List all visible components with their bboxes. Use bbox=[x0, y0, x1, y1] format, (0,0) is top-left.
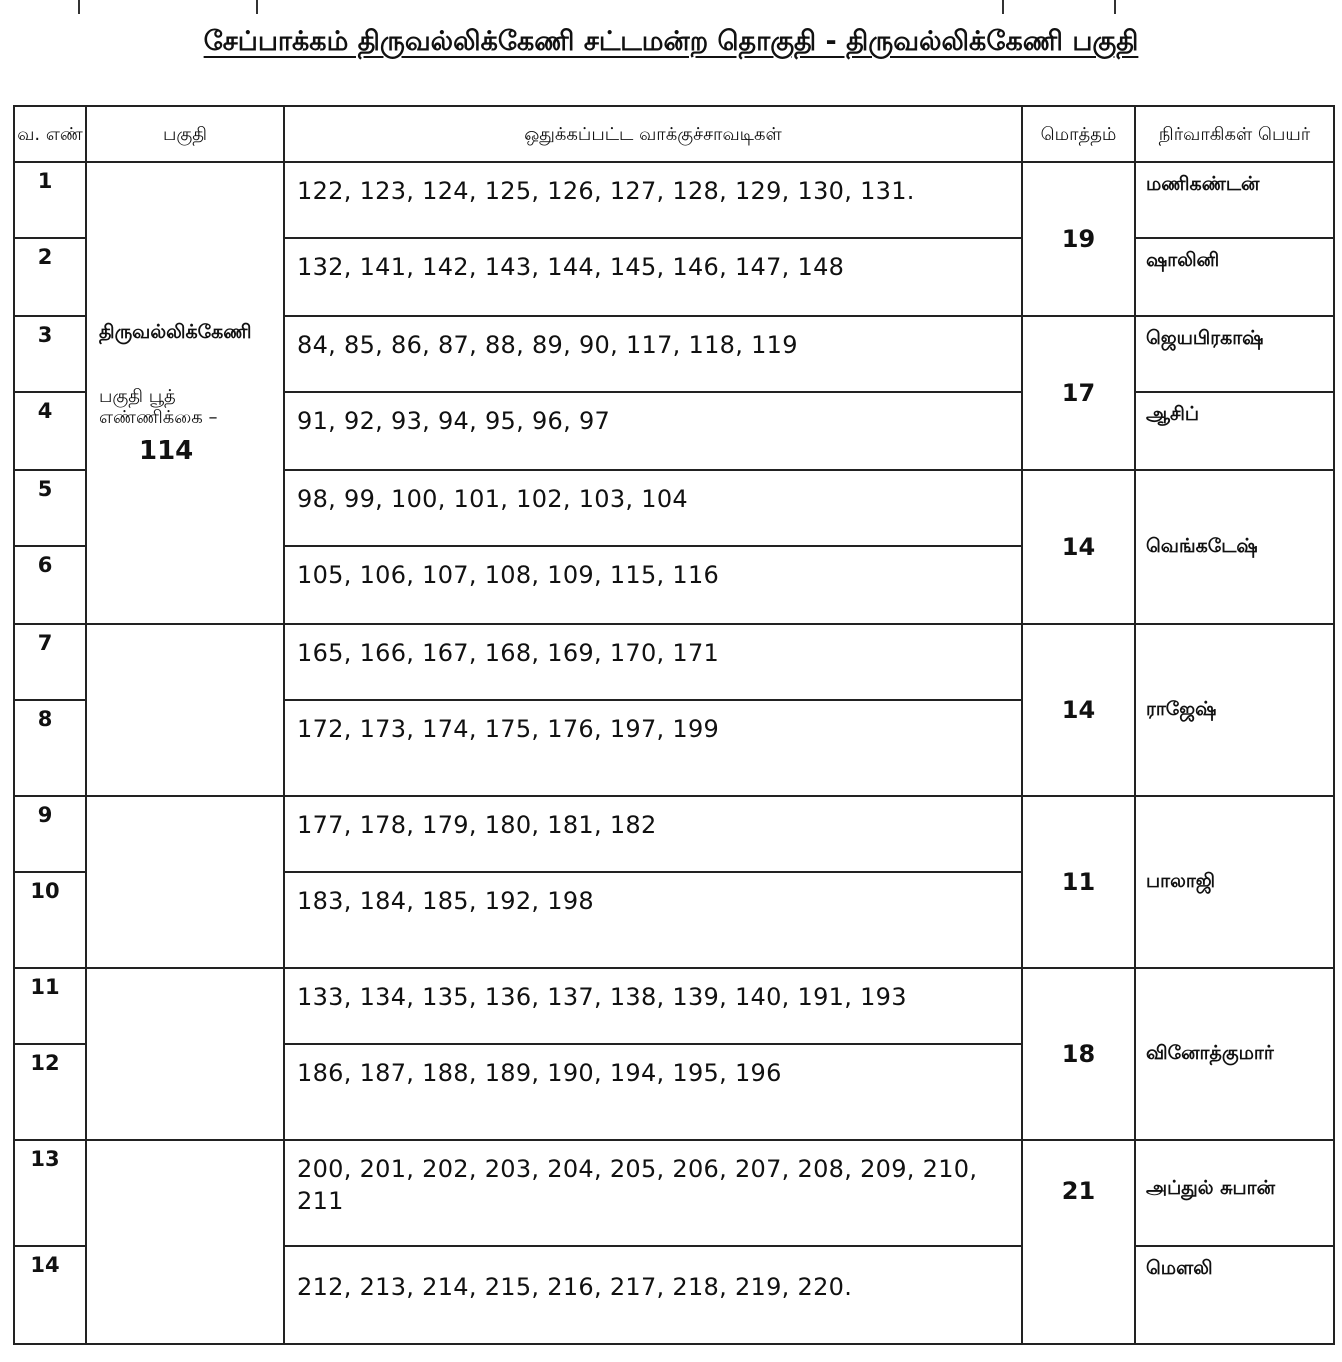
row-sno: 13 bbox=[14, 1140, 86, 1246]
area-label: பகுதி பூத் எண்ணிக்கை – bbox=[99, 385, 218, 428]
group-total: 14 bbox=[1022, 470, 1135, 624]
row-booths: 186, 187, 188, 189, 190, 194, 195, 196 bbox=[284, 1044, 1022, 1140]
header-sno: வ. எண் bbox=[14, 106, 86, 162]
row-sno: 6 bbox=[14, 546, 86, 624]
edge-tick bbox=[78, 0, 80, 14]
row-sno: 7 bbox=[14, 624, 86, 700]
page-title-text: சேப்பாக்கம் திருவல்லிக்கேணி சட்டமன்ற தொகுதி - திருவல்லிக்கேணி பகுதி bbox=[203, 26, 1139, 57]
area-cell bbox=[86, 162, 284, 624]
row-booths: 91, 92, 93, 94, 95, 96, 97 bbox=[284, 392, 1022, 470]
group-total: 11 bbox=[1022, 796, 1135, 968]
table-row bbox=[14, 162, 1334, 238]
row-sno: 2 bbox=[14, 238, 86, 316]
admin-name: ஷாலினி bbox=[1135, 238, 1334, 316]
admin-name: பாலாஜி bbox=[1135, 796, 1334, 968]
header-name: நிர்வாகிகள் பெயர் bbox=[1135, 106, 1334, 162]
table-row bbox=[14, 624, 1334, 700]
header-row bbox=[14, 106, 1334, 162]
row-sno: 9 bbox=[14, 796, 86, 872]
admin-name: ஜெயபிரகாஷ் bbox=[1135, 316, 1334, 392]
row-sno: 11 bbox=[14, 968, 86, 1044]
row-sno: 3 bbox=[14, 316, 86, 392]
area-empty-cell bbox=[86, 1140, 284, 1344]
edge-tick bbox=[256, 0, 258, 14]
header-area: பகுதி bbox=[86, 106, 284, 162]
group-total: 17 bbox=[1022, 316, 1135, 470]
table-row bbox=[14, 1140, 1334, 1246]
row-sno: 14 bbox=[14, 1246, 86, 1344]
group-total: 21 bbox=[1022, 1140, 1135, 1344]
row-booths: 84, 85, 86, 87, 88, 89, 90, 117, 118, 119 bbox=[284, 316, 1022, 392]
row-booths: 183, 184, 185, 192, 198 bbox=[284, 872, 1022, 968]
admin-name: ஆசிப் bbox=[1135, 392, 1334, 470]
page-title bbox=[0, 26, 1342, 61]
row-booths: 177, 178, 179, 180, 181, 182 bbox=[284, 796, 1022, 872]
row-booths: 200, 201, 202, 203, 204, 205, 206, 207, 208, 209, 210, 211 bbox=[284, 1140, 1022, 1246]
header-total: மொத்தம் bbox=[1022, 106, 1135, 162]
row-booths: 165, 166, 167, 168, 169, 170, 171 bbox=[284, 624, 1022, 700]
area-empty-cell bbox=[86, 624, 284, 796]
row-booths: 105, 106, 107, 108, 109, 115, 116 bbox=[284, 546, 1022, 624]
row-booths: 98, 99, 100, 101, 102, 103, 104 bbox=[284, 470, 1022, 546]
row-sno: 10 bbox=[14, 872, 86, 968]
booth-allocation-table bbox=[13, 105, 1335, 1345]
area-name: திருவல்லிக்கேணி bbox=[99, 320, 252, 343]
admin-name: மௌலி bbox=[1135, 1246, 1334, 1344]
area-booth-count: 114 bbox=[139, 435, 194, 466]
header-booths: ஒதுக்கப்பட்ட வாக்குச்சாவடிகள் bbox=[284, 106, 1022, 162]
row-sno: 8 bbox=[14, 700, 86, 796]
table-row bbox=[14, 968, 1334, 1044]
row-booths: 133, 134, 135, 136, 137, 138, 139, 140, 191, 193 bbox=[284, 968, 1022, 1044]
group-total: 18 bbox=[1022, 968, 1135, 1140]
area-empty-cell bbox=[86, 796, 284, 968]
row-sno: 12 bbox=[14, 1044, 86, 1140]
row-sno: 5 bbox=[14, 470, 86, 546]
admin-name: மணிகண்டன் bbox=[1135, 162, 1334, 238]
row-sno: 4 bbox=[14, 392, 86, 470]
admin-name: ராஜேஷ் bbox=[1135, 624, 1334, 796]
row-sno: 1 bbox=[14, 162, 86, 238]
row-booths: 212, 213, 214, 215, 216, 217, 218, 219, 220. bbox=[284, 1246, 1022, 1344]
admin-name: வெங்கடேஷ் bbox=[1135, 470, 1334, 624]
row-booths: 122, 123, 124, 125, 126, 127, 128, 129, 130, 131. bbox=[284, 162, 1022, 238]
area-empty-cell bbox=[86, 968, 284, 1140]
group-total: 14 bbox=[1022, 624, 1135, 796]
row-booths: 172, 173, 174, 175, 176, 197, 199 bbox=[284, 700, 1022, 796]
admin-name: அப்துல் சுபான் bbox=[1135, 1140, 1334, 1246]
row-booths: 132, 141, 142, 143, 144, 145, 146, 147, 148 bbox=[284, 238, 1022, 316]
top-edge bbox=[0, 0, 1342, 16]
admin-name: வினோத்குமார் bbox=[1135, 968, 1334, 1140]
edge-tick bbox=[1114, 0, 1116, 14]
table-row bbox=[14, 796, 1334, 872]
edge-tick bbox=[1002, 0, 1004, 14]
group-total: 19 bbox=[1022, 162, 1135, 316]
